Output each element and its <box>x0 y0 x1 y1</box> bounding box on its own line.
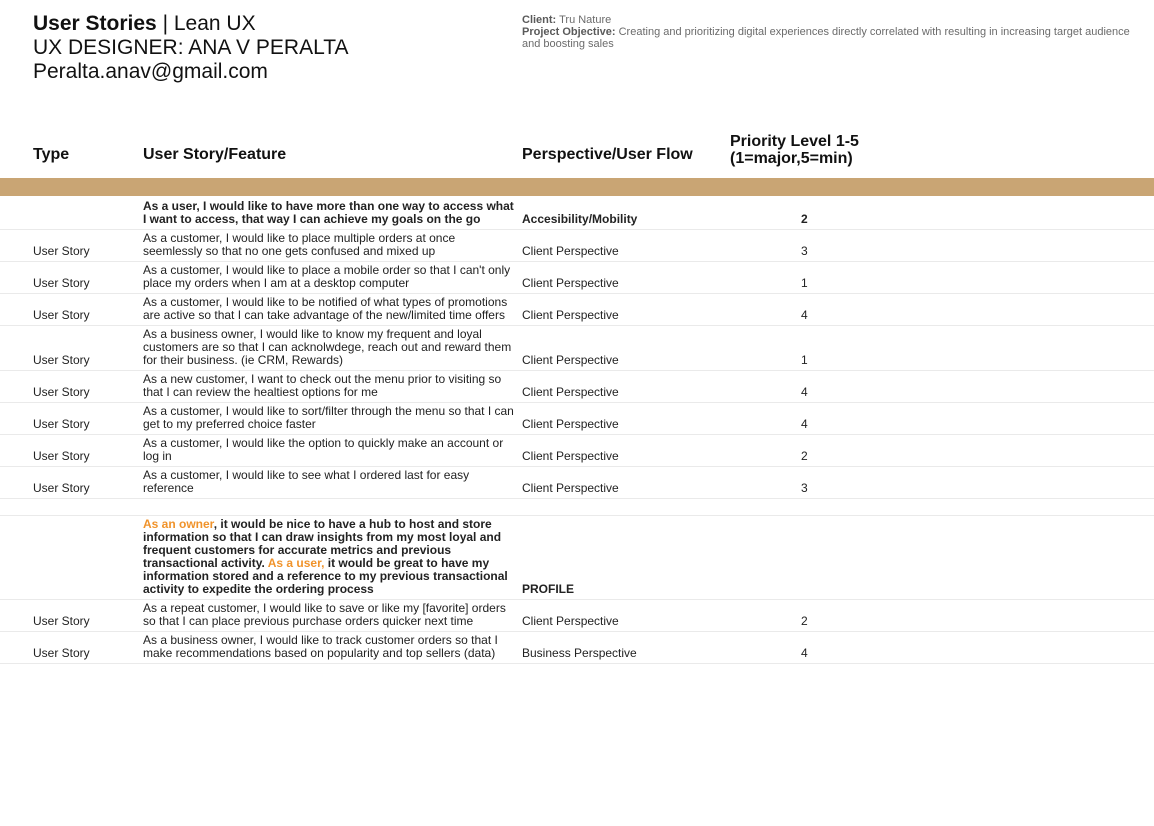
client-line <box>522 14 1132 26</box>
type-cell: User Story <box>0 632 143 664</box>
column-header-flow: Perspective/User Flow <box>522 146 693 163</box>
story-cell: As a business owner, I would like to know my frequent and loyal customers are so that I can acknolwdege, reach out and reward them for their business. (ie CRM, Rewards) <box>143 326 522 371</box>
flow-cell: Client Perspective <box>522 326 772 371</box>
priority-cell: 4 <box>772 294 1154 326</box>
story-cell: As a customer, I would like to place multiple orders at once seemlessly so that no one gets confused and mixed up <box>143 230 522 262</box>
priority-cell: 2 <box>772 435 1154 467</box>
spacer-row <box>0 499 1154 516</box>
section-row-profile <box>0 516 1154 600</box>
title-bold: User Stories <box>33 12 157 35</box>
client-label: Client: <box>522 14 557 26</box>
designer-name: UX DESIGNER: ANA V PERALTA <box>33 36 349 59</box>
designer-email: Peralta.anav@gmail.com <box>33 60 268 83</box>
objective-line <box>522 26 1132 50</box>
flow-cell: Client Perspective <box>522 371 772 403</box>
priority-header-line2: (1=major,5=min) <box>730 150 853 167</box>
priority-cell: 3 <box>772 467 1154 499</box>
document-header <box>33 12 473 84</box>
type-cell: User Story <box>0 262 143 294</box>
table-row <box>0 403 1154 435</box>
story-cell: As a repeat customer, I would like to save or like my [favorite] orders so that I can place previous purchase orders quicker next time <box>143 600 522 632</box>
flow-cell: Client Perspective <box>522 467 772 499</box>
story-cell: As a customer, I would like to place a mobile order so that I can't only place my orders when I am at a desktop computer <box>143 262 522 294</box>
type-cell: User Story <box>0 467 143 499</box>
user-highlight: As a user, <box>267 556 325 570</box>
priority-cell: 4 <box>772 632 1154 664</box>
type-cell: User Story <box>0 294 143 326</box>
project-info <box>522 14 1132 50</box>
type-cell: User Story <box>0 403 143 435</box>
priority-cell: 2 <box>772 600 1154 632</box>
flow-cell: Client Perspective <box>522 230 772 262</box>
priority-cell: 1 <box>772 262 1154 294</box>
priority-cell: 4 <box>772 403 1154 435</box>
priority-header-line1: Priority Level 1-5 <box>730 133 859 150</box>
type-cell: User Story <box>0 230 143 262</box>
title-suffix: | Lean UX <box>156 12 256 35</box>
user-stories-table <box>0 198 1154 664</box>
objective-label: Project Objective: <box>522 26 616 38</box>
type-cell: User Story <box>0 326 143 371</box>
objective-value: Creating and prioritizing digital experiences directly correlated with resulting in increasing target audience and boosting sales <box>522 26 1130 50</box>
flow-cell: Client Perspective <box>522 600 772 632</box>
story-cell: As a customer, I would like to sort/filter through the menu so that I can get to my preferred choice faster <box>143 403 522 435</box>
type-cell <box>0 516 143 600</box>
table-row <box>0 600 1154 632</box>
type-cell: User Story <box>0 371 143 403</box>
story-cell: As a new customer, I want to check out the menu prior to visiting so that I can review the healtiest options for me <box>143 371 522 403</box>
type-cell: User Story <box>0 435 143 467</box>
priority-cell: 3 <box>772 230 1154 262</box>
flow-cell: Accesibility/Mobility <box>522 198 772 230</box>
flow-cell: Client Perspective <box>522 403 772 435</box>
type-cell: User Story <box>0 600 143 632</box>
table-row <box>0 262 1154 294</box>
user-statement: it would be great to have my information stored and a reference to my previous transactional activity to expedite the ordering process <box>143 556 508 596</box>
flow-cell: Client Perspective <box>522 435 772 467</box>
table-row <box>0 371 1154 403</box>
table-row <box>0 294 1154 326</box>
owner-statement: , it would be nice to have a hub to host and store information so that I can draw insights from my most loyal and frequent customers for accurate metrics and previous transactional activity. <box>143 517 502 570</box>
flow-cell: PROFILE <box>522 516 772 600</box>
story-cell: As a customer, I would like to be notified of what types of promotions are active so that I can take advantage of the new/limited time offers <box>143 294 522 326</box>
column-header-type: Type <box>33 146 70 163</box>
priority-cell <box>772 516 1154 600</box>
type-cell <box>0 198 143 230</box>
header-divider-band <box>0 178 1154 196</box>
table-row <box>0 435 1154 467</box>
story-cell: As a customer, I would like the option to quickly make an account or log in <box>143 435 522 467</box>
flow-cell: Client Perspective <box>522 262 772 294</box>
owner-highlight: As an owner <box>143 517 214 531</box>
column-header-story: User Story/Feature <box>143 146 287 163</box>
table-row <box>0 467 1154 499</box>
priority-cell: 1 <box>772 326 1154 371</box>
document-title <box>33 12 473 36</box>
client-value: Tru Nature <box>556 14 612 26</box>
flow-cell: Business Perspective <box>522 632 772 664</box>
story-cell: As a customer, I would like to see what I ordered last for easy reference <box>143 467 522 499</box>
flow-cell: Client Perspective <box>522 294 772 326</box>
column-header-priority <box>730 133 859 177</box>
story-cell: As a user, I would like to have more than one way to access what I want to access, that way I can achieve my goals on the go <box>143 198 522 230</box>
story-cell: As a business owner, I would like to track customer orders so that I make recommendations based on popularity and top sellers (data) <box>143 632 522 664</box>
table-row <box>0 632 1154 664</box>
table-row <box>0 230 1154 262</box>
section-row-accessibility <box>0 198 1154 230</box>
table-row <box>0 326 1154 371</box>
priority-cell: 4 <box>772 371 1154 403</box>
priority-cell: 2 <box>772 198 1154 230</box>
story-cell <box>143 516 522 600</box>
